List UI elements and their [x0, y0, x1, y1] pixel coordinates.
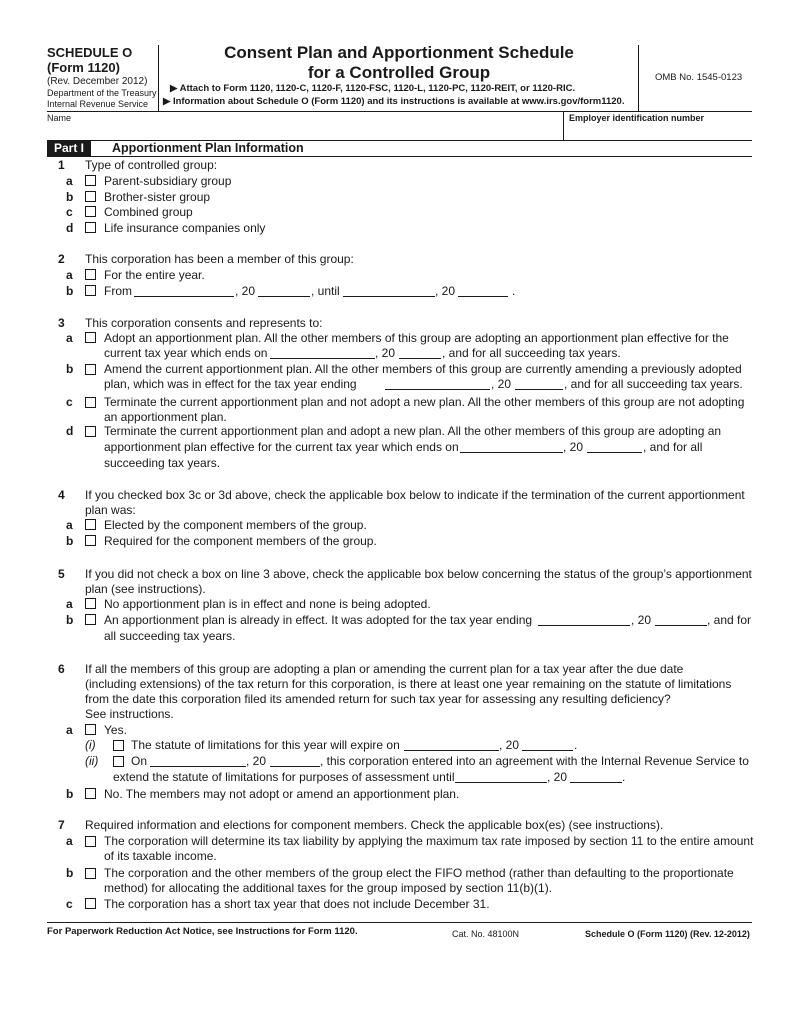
q3a-end: , and for all succeeding tax years. — [442, 346, 621, 360]
q5a-label: No apportionment plan is in effect and none is being adopted. — [104, 597, 431, 611]
q5b-letter: b — [66, 613, 74, 627]
header-divider-right — [638, 45, 639, 111]
q3b-letter: b — [66, 362, 74, 376]
q5b-line2: all succeeding tax years. — [104, 629, 236, 643]
q1d-label: Life insurance companies only — [104, 221, 266, 235]
q2a-letter: a — [66, 268, 73, 282]
omb-number: OMB No. 1545-0123 — [655, 72, 743, 83]
q6ii-on: On — [131, 754, 148, 768]
form-name: SCHEDULE O — [47, 45, 133, 60]
q3-number: 3 — [58, 316, 65, 330]
form-title: Consent Plan and Apportionment Schedule — [224, 43, 574, 62]
q6i-date-field[interactable] — [404, 738, 499, 751]
q3d-line1: Terminate the current apportionment plan and adopt a new plan. All the other members of this group are adopting an — [104, 424, 722, 438]
q6ii-text: , this corporation entered into an agreement with the Internal Revenue Service to — [320, 754, 749, 768]
ein-field[interactable] — [566, 122, 750, 139]
q4b-label: Required for the component members of the group. — [104, 534, 377, 548]
q6i-label: (i) — [85, 738, 96, 752]
q6b-letter: b — [66, 787, 74, 801]
q3b-date-field[interactable] — [385, 377, 490, 390]
q1-text: Type of controlled group: — [85, 158, 218, 172]
q3d-end: , and for all — [643, 440, 703, 454]
q7b-letter: b — [66, 866, 74, 880]
q5b-checkbox[interactable] — [85, 614, 96, 625]
q3a-line1: Adopt an apportionment plan. All the other members of this group are adopting an apportionment plan effective for the — [104, 331, 729, 345]
q5b-20: , 20 — [631, 613, 652, 627]
q4b-letter: b — [66, 534, 74, 548]
q2b-20a: , 20 — [235, 284, 256, 298]
q3b-year-field[interactable] — [515, 377, 563, 390]
q2b-letter: b — [66, 284, 74, 298]
q2b-until-date-field[interactable] — [343, 284, 435, 297]
q1-number: 1 — [58, 158, 65, 172]
q3d-line2: apportionment plan effective for the current tax year which ends on — [104, 440, 459, 454]
q2b-from: From — [104, 284, 132, 298]
q1a-label: Parent-subsidiary group — [104, 174, 232, 188]
q7-number: 7 — [58, 818, 65, 832]
q5a-letter: a — [66, 597, 73, 611]
q6a-letter: a — [66, 723, 73, 737]
q2b-checkbox[interactable] — [85, 285, 96, 296]
q6ii-label: (ii) — [85, 754, 99, 768]
q3d-line3: succeeding tax years. — [104, 456, 221, 470]
q6ii-extend-end: . — [622, 770, 626, 784]
form-subtitle: for a Controlled Group — [307, 63, 491, 82]
q6ii-date-field[interactable] — [150, 754, 246, 767]
q6-text1: If all the members of this group are adopting a plan or amending the current plan for a tax year after the due date — [85, 662, 684, 676]
q3d-20: , 20 — [563, 440, 584, 454]
q2-text: This corporation has been a member of this group: — [85, 252, 354, 266]
q4-text2: plan was: — [85, 503, 136, 517]
q7a-line2: of its taxable income. — [104, 849, 217, 863]
paperwork-notice: For Paperwork Reduction Act Notice, see Instructions for Form 1120. — [47, 926, 358, 937]
part1-bar — [47, 141, 752, 157]
q5-number: 5 — [58, 567, 65, 581]
q6a-label: Yes. — [104, 723, 127, 737]
q7b-line1: The corporation and the other members of the group elect the FIFO method (rather than defaulting to the proportionate — [104, 866, 734, 880]
q3a-year-field[interactable] — [399, 346, 441, 359]
q5-text2: plan (see instructions). — [85, 582, 206, 596]
q3c-letter: c — [66, 395, 73, 409]
q6i-text: The statute of limitations for this year will expire on — [131, 738, 400, 752]
ein-divider — [563, 111, 564, 141]
q6i-checkbox[interactable] — [113, 740, 124, 751]
q3b-line1: Amend the current apportionment plan. All the other members of this group are currently amending a previously adopted — [104, 362, 742, 376]
q6-text2: (including extensions) of the tax return for this corporation, is there at least one year remaining on the statute of limitations — [85, 677, 732, 691]
q6ii-20: , 20 — [246, 754, 267, 768]
q1c-label: Combined group — [104, 205, 193, 219]
q2b-from-date-field[interactable] — [134, 284, 234, 297]
q7a-letter: a — [66, 834, 73, 848]
q1a-checkbox[interactable] — [85, 175, 96, 186]
q6ii-line2: extend the statute of limitations for purposes of assessment until — [113, 770, 455, 784]
q1a-letter: a — [66, 174, 73, 188]
q3a-date-field[interactable] — [270, 346, 375, 359]
form-footer-id: Schedule O (Form 1120) (Rev. 12-2012) — [585, 929, 750, 939]
q2b-20b: , 20 — [435, 284, 456, 298]
q5a-checkbox[interactable] — [85, 598, 96, 609]
header-rule — [47, 111, 752, 112]
q3b-20: , 20 — [491, 377, 512, 391]
q4a-letter: a — [66, 518, 73, 532]
q1d-letter: d — [66, 221, 74, 235]
q2a-checkbox[interactable] — [85, 269, 96, 280]
q2-number: 2 — [58, 252, 65, 266]
q6b-label: No. The members may not adopt or amend an apportionment plan. — [104, 787, 460, 801]
part1-title: Apportionment Plan Information — [112, 141, 304, 155]
q7b-line2: method) for allocating the additional taxes for the group imposed by section 11(b)(1). — [104, 881, 553, 895]
q4a-label: Elected by the component members of the group. — [104, 518, 367, 532]
q6i-20: , 20 — [499, 738, 520, 752]
q3a-20: , 20 — [375, 346, 396, 360]
q3b-line2: plan, which was in effect for the tax year ending — [104, 377, 357, 391]
header-divider-left — [158, 45, 159, 111]
q3-text: This corporation consents and represents to: — [85, 316, 323, 330]
q3a-checkbox[interactable] — [85, 332, 96, 343]
name-label: Name — [47, 113, 72, 123]
q6i-year-field[interactable] — [522, 738, 573, 751]
q3d-date-field[interactable] — [460, 440, 563, 453]
q7b-checkbox[interactable] — [85, 868, 96, 879]
q6i-end: . — [574, 738, 578, 752]
q3a-line2: current tax year which ends on — [104, 346, 268, 360]
q4-number: 4 — [58, 488, 65, 502]
q6-text4: See instructions. — [85, 707, 174, 721]
footer-rule — [47, 922, 752, 923]
department: Department of the Treasury — [47, 88, 157, 98]
q2b-from-year-field[interactable] — [258, 284, 310, 297]
q3a-letter: a — [66, 331, 73, 345]
ein-label: Employer identification number — [569, 113, 705, 123]
q4b-checkbox[interactable] — [85, 535, 96, 546]
q7c-checkbox[interactable] — [85, 898, 96, 909]
q1d-checkbox[interactable] — [85, 222, 96, 233]
name-field[interactable] — [47, 122, 562, 139]
q5b-line1: An apportionment plan is already in effect. It was adopted for the tax year ending — [104, 613, 533, 627]
q1c-checkbox[interactable] — [85, 206, 96, 217]
q7-text: Required information and elections for component members. Check the applicable box(es) (see instructions). — [85, 818, 664, 832]
q3c-line2: an apportionment plan. — [104, 410, 227, 424]
q7c-label: The corporation has a short tax year that does not include December 31. — [104, 897, 490, 911]
attach-instruction: ▶ Attach to Form 1120, 1120-C, 1120-F, 1120-FSC, 1120-L, 1120-PC, 1120-REIT, or 1120-RIC. — [170, 83, 576, 94]
q6ii-extend-date-field[interactable] — [455, 770, 547, 783]
part1-badge: Part I — [47, 141, 91, 156]
q2b-until: , until — [311, 284, 340, 298]
q7a-checkbox[interactable] — [85, 836, 96, 847]
catalog-number: Cat. No. 48100N — [452, 929, 520, 939]
q6a-checkbox[interactable] — [85, 724, 96, 735]
q3d-year-field[interactable] — [587, 440, 642, 453]
q6ii-extend-year-field[interactable] — [570, 770, 622, 783]
q4a-checkbox[interactable] — [85, 519, 96, 530]
q6-number: 6 — [58, 662, 65, 676]
q3d-checkbox[interactable] — [85, 426, 96, 437]
revision-date: (Rev. December 2012) — [47, 76, 148, 87]
q2b-end: . — [512, 284, 516, 298]
info-instruction: ▶ Information about Schedule O (Form 1120) and its instructions is available at www.irs.gov/form1120. — [163, 96, 625, 107]
form-number: (Form 1120) — [47, 60, 120, 75]
q2b-until-year-field[interactable] — [458, 284, 508, 297]
q6ii-extend-20: , 20 — [547, 770, 568, 784]
q2a-label: For the entire year. — [104, 268, 205, 282]
q7a-line1: The corporation will determine its tax liability by applying the maximum tax rate imposed by section 11 to the entire amount — [104, 834, 754, 848]
q7c-letter: c — [66, 897, 73, 911]
q3b-checkbox[interactable] — [85, 364, 96, 375]
q5-text1: If you did not check a box on line 3 above, check the applicable box below concerning the status of the group’s apportionment — [85, 567, 752, 581]
q5b-date-field[interactable] — [538, 613, 630, 626]
q3c-line1: Terminate the current apportionment plan and not adopt a new plan. All the other members of this group are not adopting — [104, 395, 745, 409]
q1b-letter: b — [66, 190, 74, 204]
q1c-letter: c — [66, 205, 73, 219]
q6-text3: from the date this corporation filed its amended return for such tax year for assessing any resulting deficiency? — [85, 692, 671, 706]
q3b-end: , and for all succeeding tax years. — [564, 377, 743, 391]
q1b-checkbox[interactable] — [85, 191, 96, 202]
q3c-checkbox[interactable] — [85, 397, 96, 408]
q6ii-checkbox[interactable] — [113, 756, 124, 767]
q5b-end: , and for — [707, 613, 752, 627]
agency: Internal Revenue Service — [47, 99, 149, 109]
q5b-year-field[interactable] — [655, 613, 707, 626]
q3d-letter: d — [66, 424, 74, 438]
q1b-label: Brother-sister group — [104, 190, 211, 204]
q6ii-year-field[interactable] — [270, 754, 320, 767]
q4-text1: If you checked box 3c or 3d above, check the applicable box below to indicate if the termination of the current apportionment — [85, 488, 745, 502]
q6b-checkbox[interactable] — [85, 788, 96, 799]
